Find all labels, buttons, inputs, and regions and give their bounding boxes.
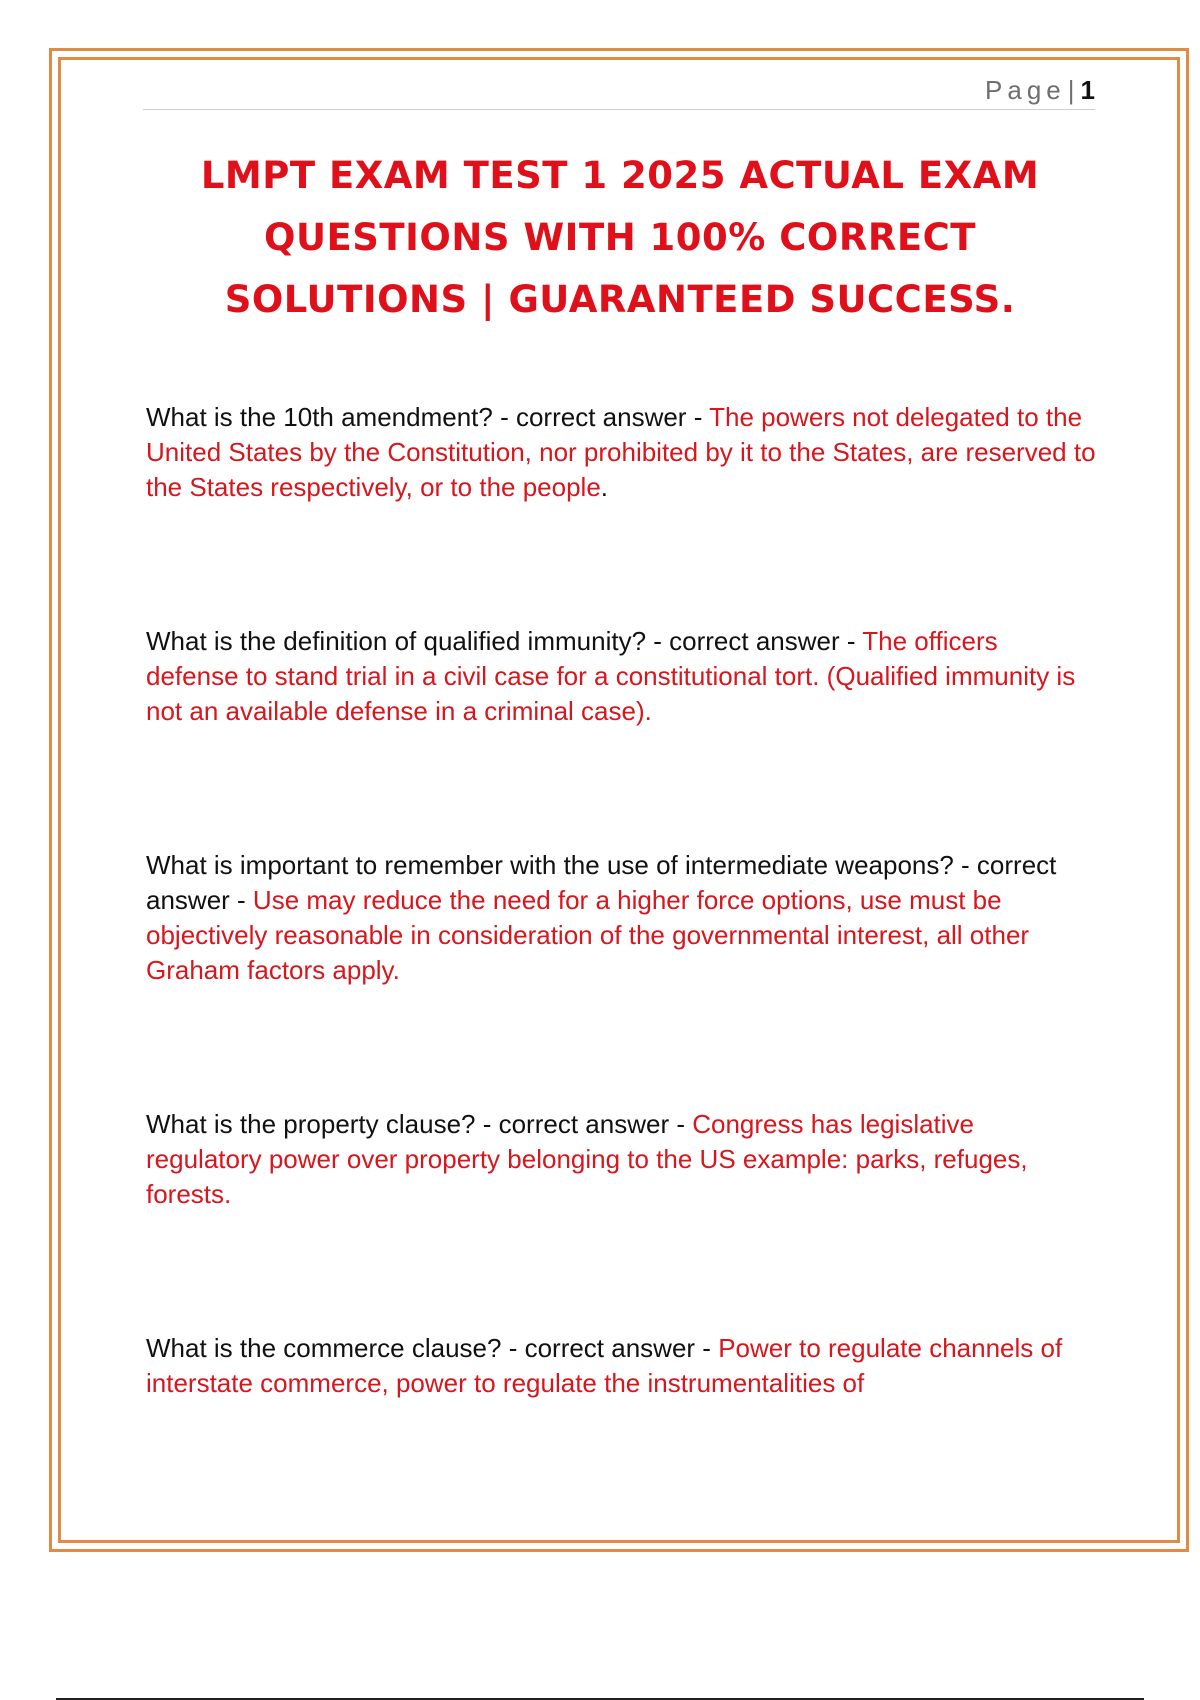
- page-header: [143, 70, 1095, 110]
- question-text: What is the definition of qualified immunity? - correct answer -: [146, 626, 863, 656]
- answer-text: The powers not delegated to the United States by the Constitution, nor prohibited by it to the States, are reserved to the States respectively, or to the people: [146, 402, 1096, 502]
- qa-item: [146, 1331, 1096, 1401]
- qa-item: [146, 400, 1096, 505]
- title-line: SOLUTIONS | GUARANTEED SUCCESS.: [224, 278, 1016, 321]
- document-title: [150, 145, 1090, 331]
- question-text: What is the 10th amendment? - correct answer -: [146, 402, 710, 432]
- question-text: What is the property clause? - correct answer -: [146, 1109, 693, 1139]
- title-line: LMPT EXAM TEST 1 2025 ACTUAL EXAM: [200, 154, 1040, 197]
- answer-text: Congress has legislative regulatory power over property belonging to the US example: parks, refuges, forests.: [146, 1109, 1028, 1209]
- title-line: QUESTIONS WITH 100% CORRECT: [264, 216, 976, 259]
- answer-trailing: .: [600, 472, 609, 502]
- page-label: Page: [985, 75, 1066, 105]
- answer-text: Power to regulate channels of interstate commerce, power to regulate the instrumentalities of: [146, 1333, 1063, 1398]
- page-number: 1: [1080, 75, 1095, 105]
- page-separator: |: [1067, 75, 1075, 105]
- answer-text: Use may reduce the need for a higher force options, use must be objectively reasonable in consideration of the governmental interest, all other Graham factors apply.: [146, 885, 1030, 985]
- qa-item: [146, 848, 1096, 988]
- qa-item: [146, 1107, 1096, 1212]
- answer-text: The officers defense to stand trial in a civil case for a constitutional tort. (Qualified immunity is not an available defense in a criminal case).: [146, 626, 1076, 726]
- question-text: What is important to remember with the use of intermediate weapons? - correct answer -: [146, 850, 1057, 915]
- qa-item: [146, 624, 1096, 729]
- question-text: What is the commerce clause? - correct answer -: [146, 1333, 719, 1363]
